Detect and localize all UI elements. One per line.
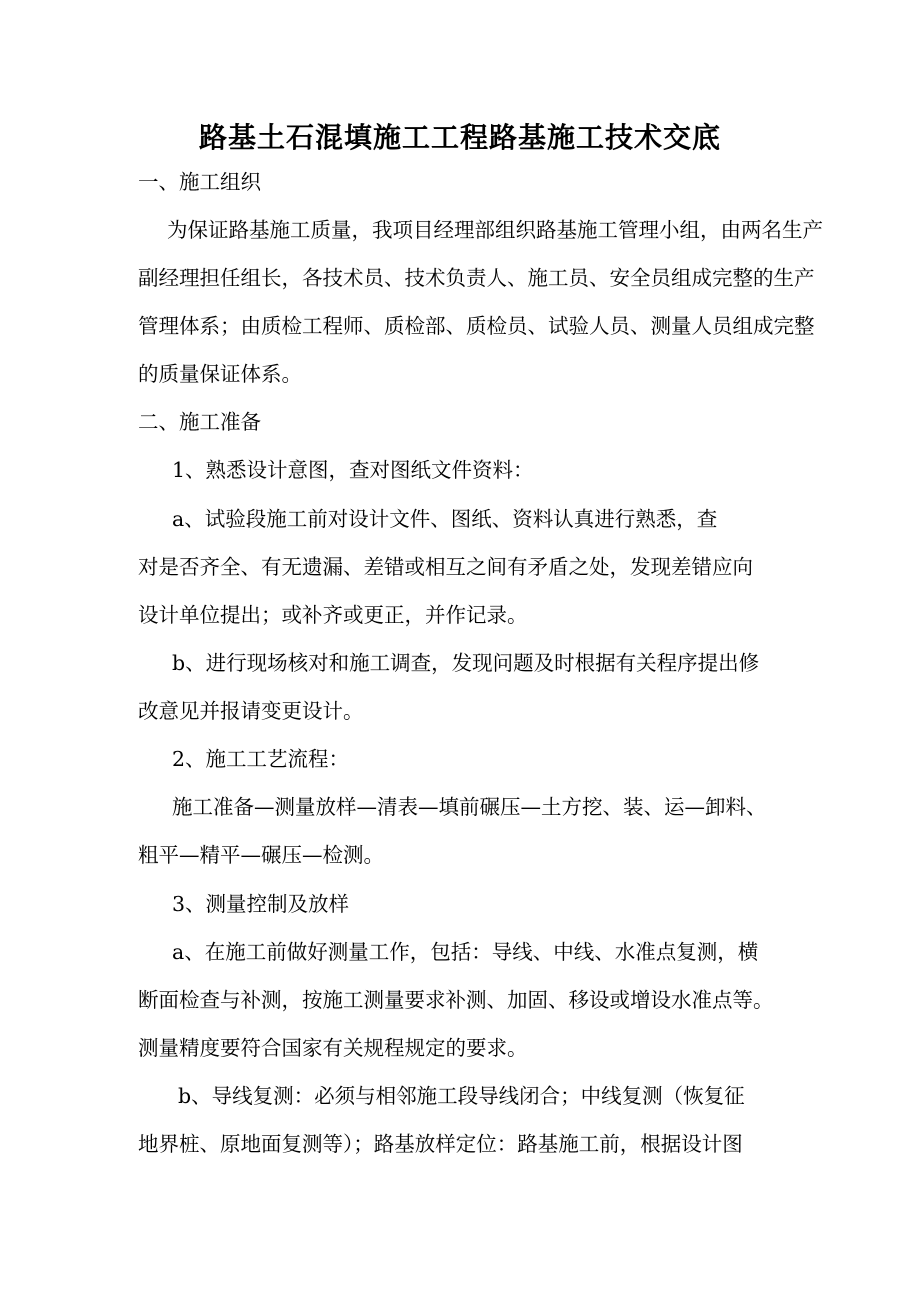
subsection-heading: 1、熟悉设计意图，查对图纸文件资料：: [172, 458, 534, 482]
paragraph-line: 管理体系；由质检工程师、质检部、质检员、试验人员、测量人员组成完整: [138, 314, 815, 338]
section-heading: 一、施工组织: [138, 170, 261, 194]
paragraph-line: 断面检查与补测，按施工测量要求补测、加固、移设或增设水准点等。: [138, 988, 774, 1012]
paragraph-line: 对是否齐全、有无遗漏、差错或相互之间有矛盾之处，发现差错应向: [138, 555, 753, 579]
paragraph-line: 的质量保证体系。: [138, 362, 302, 386]
subsection-heading: 3、测量控制及放样: [172, 892, 350, 916]
paragraph-line: 改意见并报请变更设计。: [138, 699, 364, 723]
paragraph-line: 粗平—精平—碾压—检测。: [138, 843, 384, 867]
section-heading: 二、施工准备: [138, 410, 261, 434]
paragraph-line: 地界桩、原地面复测等）；路基放样定位：路基施工前，根据设计图: [138, 1132, 743, 1156]
paragraph-line: 副经理担任组长，各技术员、技术负责人、施工员、安全员组成完整的生产: [138, 266, 815, 290]
paragraph-line: b、进行现场核对和施工调查，发现问题及时根据有关程序提出修: [172, 651, 760, 675]
paragraph-line: 施工准备—测量放样—清表—填前碾压—土方挖、装、运—卸料、: [172, 795, 767, 819]
paragraph-line: b、导线复测：必须与相邻施工段导线闭合；中线复测（恢复征: [178, 1084, 745, 1108]
paragraph-line: 设计单位提出；或补齐或更正，并作记录。: [138, 603, 528, 627]
subsection-heading: 2、施工工艺流程：: [172, 747, 350, 771]
paragraph-line: a、在施工前做好测量工作，包括：导线、中线、水准点复测，横: [172, 940, 759, 964]
paragraph-line: 测量精度要符合国家有关规程规定的要求。: [138, 1036, 528, 1060]
paragraph-line: 为保证路基施工质量，我项目经理部组织路基施工管理小组，由两名生产: [167, 218, 823, 242]
document-title: 路基土石混填施工工程路基施工技术交底: [198, 121, 721, 154]
paragraph-line: a、试验段施工前对设计文件、图纸、资料认真进行熟悉，查: [172, 507, 718, 531]
